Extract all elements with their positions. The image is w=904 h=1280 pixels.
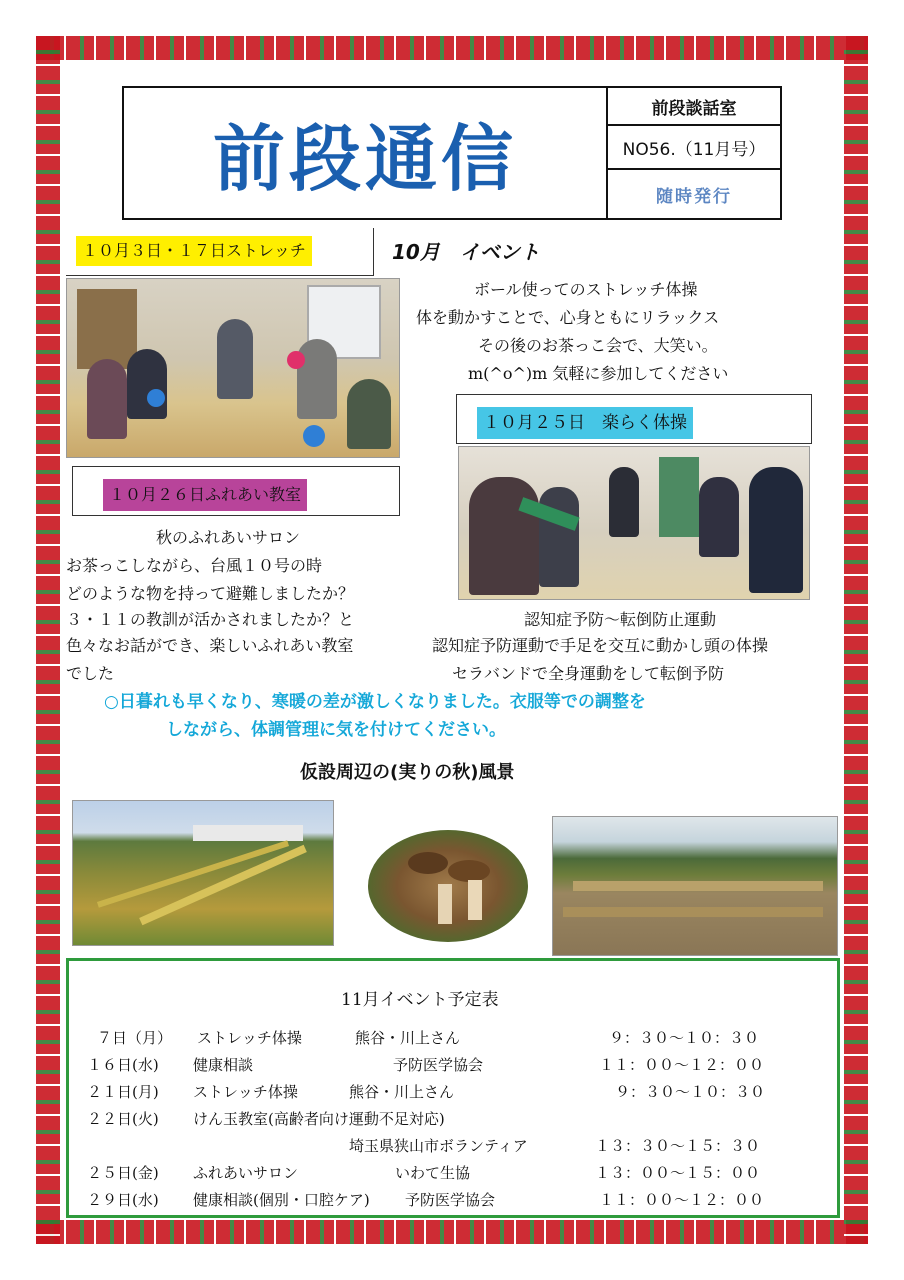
- raku-text-1: 認知症予防～転倒防止運動: [524, 610, 717, 629]
- schedule-row-5-org: 埼玉県狭山市ボランティア: [349, 1137, 528, 1155]
- schedule-row-7-org: 予防医学協会: [405, 1191, 496, 1209]
- schedule-row-1-org: 熊谷・川上さん: [355, 1029, 461, 1047]
- stretch-photo: [66, 278, 400, 458]
- fureai-label: １０月２６日ふれあい教室: [103, 479, 307, 511]
- schedule-row-6-time: １３：００～１５：００: [595, 1164, 761, 1182]
- schedule-row-6-org: いわて生協: [395, 1164, 471, 1182]
- header-box: [122, 86, 782, 220]
- raku-label: １０月２５日 楽らく体操: [477, 407, 693, 439]
- raku-exercise-photo: [458, 446, 810, 600]
- schedule-row-3-time: ９：３０～１０：３０: [615, 1083, 766, 1101]
- autumn-scenery-heading: 仮設周辺の(実りの秋)風景: [300, 762, 515, 783]
- schedule-row-3-event: ストレッチ体操: [193, 1083, 298, 1101]
- schedule-row-2-event: 健康相談: [193, 1056, 254, 1074]
- fureai-text-4: ３・１１の教訓が活かされましたか？と: [66, 610, 355, 629]
- harvested-field-photo: [552, 816, 838, 956]
- schedule-title: 11月イベント予定表: [341, 990, 499, 1010]
- raku-text-3: セラバンドで全身運動をして転倒予防: [452, 664, 725, 683]
- issue-number: NO56.（11月号）: [608, 126, 780, 170]
- schedule-row-1-event: ストレッチ体操: [197, 1029, 302, 1047]
- schedule-row-7-date: ２９日(水): [87, 1191, 159, 1209]
- fureai-text-2: お茶っこしながら、台風１０号の時: [66, 556, 323, 575]
- october-text-3: その後のお茶っこ会で、大笑い。: [478, 336, 718, 355]
- health-notice-line-1: ○日暮れも早くなり、寒暖の差が激しくなりました。衣服等での調整を: [104, 692, 646, 712]
- publication-frequency: 随時発行: [656, 186, 732, 207]
- november-schedule-box: [66, 958, 840, 1218]
- schedule-row-2-org: 予防医学協会: [393, 1056, 484, 1074]
- schedule-row-3-org: 熊谷・川上さん: [349, 1083, 455, 1101]
- october-event-heading: 10月 イベント: [392, 240, 540, 264]
- stretch-label-box: [66, 228, 374, 276]
- newsletter-title: 前段通信: [124, 88, 608, 218]
- schedule-row-2-date: １６日(水): [87, 1056, 159, 1074]
- fureai-text-1: 秋のふれあいサロン: [156, 528, 301, 547]
- flower-border-bottom: [36, 1220, 868, 1244]
- schedule-row-7-event: 健康相談(個別・口腔ケア): [193, 1191, 370, 1209]
- schedule-row-7-time: １１：００～１２：００: [599, 1191, 765, 1209]
- stretch-label: １０月３日・１７日ストレッチ: [76, 236, 312, 266]
- fureai-text-6: でした: [66, 664, 115, 683]
- matsutake-mushroom-photo: [368, 830, 528, 942]
- fureai-label-box: [72, 466, 400, 516]
- october-text-2: 体を動かすことで、心身ともにリラックス: [416, 308, 720, 327]
- schedule-row-1-time: ９：３０～１０：３０: [609, 1029, 760, 1047]
- schedule-row-3-date: ２１日(月): [87, 1083, 159, 1101]
- fureai-text-3: どのような物を持って避難しましたか？: [66, 584, 355, 603]
- rice-field-photo: [72, 800, 334, 946]
- health-notice-line-2: しながら、体調管理に気を付けてください。: [166, 720, 506, 740]
- schedule-row-5-time: １３：３０～１５：３０: [595, 1137, 761, 1155]
- raku-text-2: 認知症予防運動で手足を交互に動かし頭の体操: [432, 636, 769, 655]
- schedule-row-2-time: １１：００～１２：００: [599, 1056, 765, 1074]
- october-text-4: m(^o^)m 気軽に参加してください: [468, 364, 729, 383]
- schedule-row-6-date: ２５日(金): [87, 1164, 159, 1182]
- publisher-name: 前段談話室: [608, 88, 780, 126]
- october-text-1: ボール使ってのストレッチ体操: [474, 280, 698, 299]
- schedule-row-6-event: ふれあいサロン: [193, 1164, 299, 1182]
- flower-border-right: [844, 36, 868, 1244]
- schedule-row-4-date: ２２日(火): [87, 1110, 159, 1128]
- raku-label-box: [456, 394, 812, 444]
- fureai-text-5: 色々なお話ができ、楽しいふれあい教室: [66, 636, 354, 655]
- schedule-row-4-event: けん玉教室(高齢者向け運動不足対応): [193, 1110, 445, 1128]
- flower-border-top: [36, 36, 868, 60]
- schedule-row-1-date: ７日（月）: [97, 1029, 173, 1047]
- flower-border-left: [36, 36, 60, 1244]
